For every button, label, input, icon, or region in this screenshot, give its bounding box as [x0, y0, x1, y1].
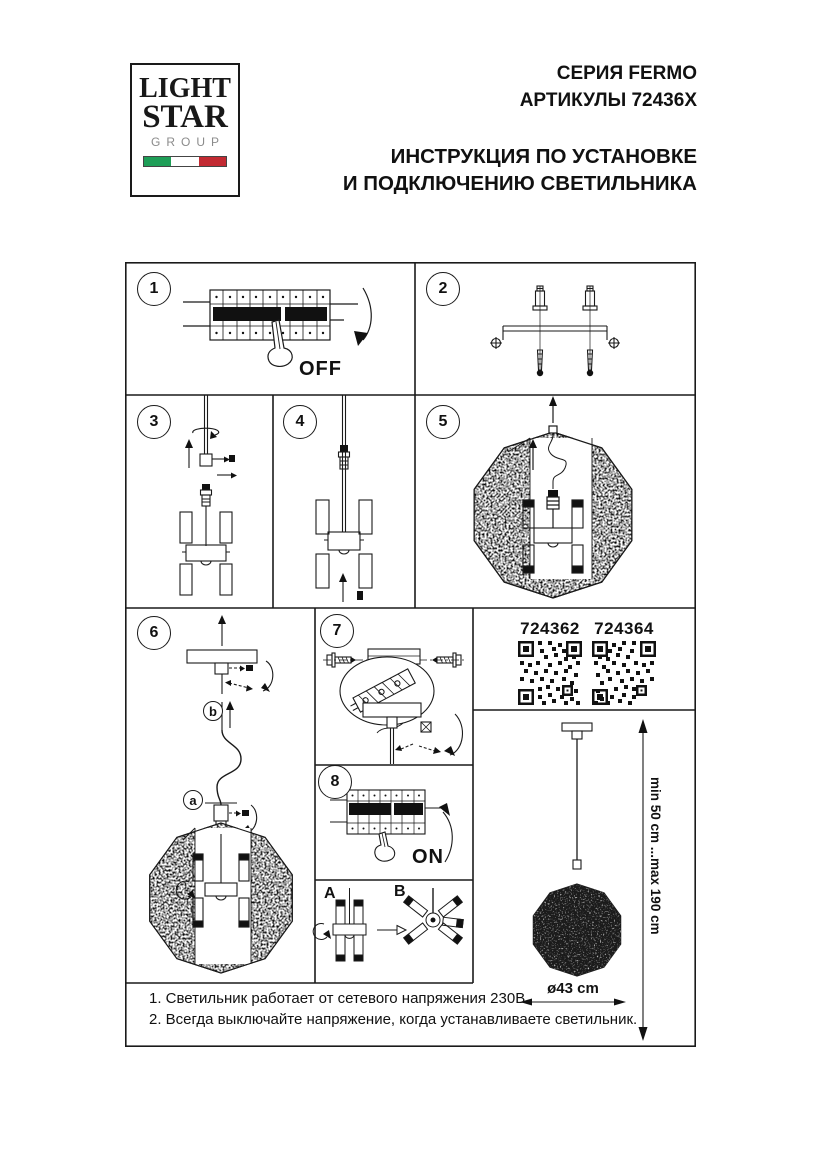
step-number-4: 4: [283, 405, 317, 439]
height-range-label: min 50 cm ...max 190 cm: [648, 777, 663, 935]
cross-screw-icon: [490, 337, 502, 349]
up-arrow-icon: [549, 396, 557, 423]
header-titles: [343, 60, 697, 197]
logo-text-group: GROUP: [150, 135, 225, 149]
step6-hanging-drawing: [150, 615, 293, 973]
step3-cord-adjust-drawing: [180, 395, 237, 595]
rotate-arrow-icon: [261, 661, 273, 692]
note-line-1: 1. Светильник работает от сетевого напряжения 230В.: [149, 990, 530, 1007]
qr-code-724364: [592, 641, 656, 705]
step-number-7: 7: [320, 614, 354, 648]
up-arrow-icon: [226, 701, 234, 728]
cable-wave: [217, 730, 241, 805]
rotate-arrow-icon: [444, 714, 462, 756]
up-arrow-icon: [218, 615, 226, 646]
step-number-5: 5: [426, 405, 460, 439]
series-title: СЕРИЯ FERMO: [556, 63, 697, 84]
substep-a-badge: a: [183, 790, 203, 810]
set-screw-icon: [242, 810, 249, 816]
substep-b-badge: b: [203, 701, 223, 721]
step-number-3: 3: [137, 405, 171, 439]
up-arrow-icon: [185, 439, 193, 468]
set-screw-icon: [229, 455, 235, 462]
cord-grip-icon: [201, 484, 212, 506]
step-number-2: 2: [426, 272, 460, 306]
step1-breaker-off-drawing: [183, 288, 371, 366]
qr-label-724364: 724364: [594, 619, 654, 638]
step2-mounting-kit-drawing: [490, 286, 620, 376]
instruction-title-line2: И ПОДКЛЮЧЕНИЮ СВЕТИЛЬНИКА: [342, 172, 697, 195]
turn-off-arrow-icon: [354, 288, 371, 346]
diameter-label: ø43 cm: [547, 980, 599, 997]
shade-texture-dark: [533, 884, 620, 976]
logo-text-light: LIGHT: [139, 73, 231, 104]
diagram-artwork: [125, 262, 696, 1047]
on-label: ON: [412, 846, 444, 868]
diagram-area: [125, 262, 696, 1047]
set-screw-icon: [357, 591, 363, 600]
logo-text-star: STAR: [142, 99, 228, 135]
safety-notes: [149, 988, 637, 1030]
step-number-8: 8: [318, 765, 352, 799]
cord-grip-icon: [339, 445, 350, 469]
step7-canopy-wiring-drawing: [323, 649, 465, 764]
step-number-1: 1: [137, 272, 171, 306]
articles-title: АРТИКУЛЫ 72436X: [519, 90, 697, 111]
instruction-title-line1: ИНСТРУКЦИЯ ПО УСТАНОВКЕ: [390, 145, 697, 168]
rotate-arrow-icon: [313, 923, 331, 939]
lamp-splayed-icon: [404, 888, 464, 944]
cross-screw-icon: [608, 337, 620, 349]
set-screw-icon: [246, 665, 253, 671]
step4-hang-frame-drawing: [316, 395, 372, 602]
note-line-2: 2. Всегда выключайте напряжение, когда устанавливаете светильник.: [149, 1011, 638, 1028]
set-screw-icon: [421, 722, 431, 732]
variant-a-label: A: [324, 885, 336, 902]
qr-code-724362: [518, 641, 582, 705]
variant-b-label: B: [394, 883, 406, 900]
rotate-arrow-icon: [193, 428, 219, 439]
pointing-hand-icon: [375, 832, 395, 861]
italian-flag-icon: [143, 156, 227, 167]
step5-shade-drawing: [474, 396, 632, 598]
qr-label-724362: 724362: [520, 619, 580, 638]
step-number-6: 6: [137, 616, 171, 650]
height-dimension-line: [639, 719, 648, 1041]
lightstar-logo: [130, 63, 240, 197]
off-label: OFF: [299, 358, 342, 380]
up-arrow-icon: [339, 573, 347, 602]
lamp-frame-icon: [316, 500, 372, 588]
